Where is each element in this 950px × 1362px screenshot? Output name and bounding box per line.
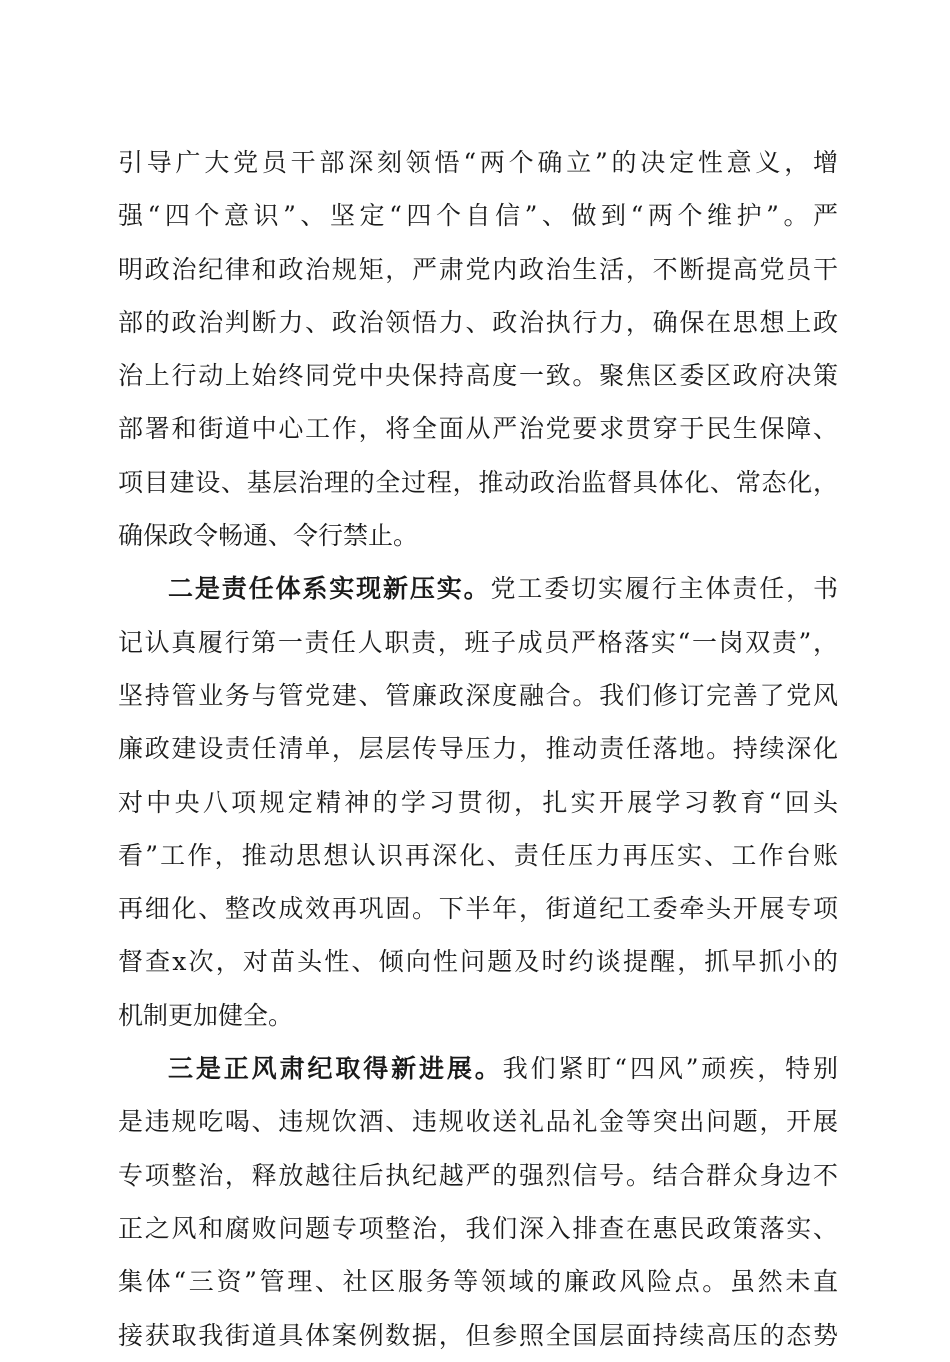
- text-line: 引导广大党员干部深刻领悟“两个确立”的决定性意义，增: [118, 148, 838, 177]
- text-line: 项目建设、基层治理的全过程，推动政治监督具体化、常态化，: [118, 467, 838, 497]
- paragraph-first-line: [118, 562, 838, 615]
- text-line: 专项整治，释放越往后执纪越严的强烈信号。结合群众身边不: [118, 1160, 838, 1190]
- text-line: 确保政令畅通、令行禁止。: [118, 521, 419, 551]
- document-page: [118, 136, 838, 1362]
- paragraph-first-line: [118, 1042, 838, 1095]
- text-line: 正之风和腐败问题专项整治，我们深入排查在惠民政策落实、: [118, 1213, 838, 1243]
- text-line: 对中央八项规定精神的学习贯彻，扎实开展学习教育“回头: [118, 787, 838, 817]
- text-line: 部的政治判断力、政治领悟力、政治执行力，确保在思想上政: [118, 307, 838, 337]
- paragraph-discipline-progress: [118, 1042, 838, 1362]
- text-line: 是违规吃喝、违规饮酒、违规收送礼品礼金等突出问题，开展: [118, 1107, 838, 1137]
- text-line: 强“四个意识”、坚定“四个自信”、做到“两个维护”。严: [118, 201, 838, 231]
- text-run: 党工委切实履行主体责任，书: [490, 574, 838, 604]
- paragraph-political-supervision: [118, 136, 838, 562]
- text-line: 治上行动上始终同党中央保持高度一致。聚焦区委区政府决策: [118, 361, 838, 391]
- text-line: 坚持管业务与管党建、管廉政深度融合。我们修订完善了党风: [118, 680, 838, 710]
- text-line: 督查x次，对苗头性、倾向性问题及时约谈提醒，抓早抓小的: [118, 947, 838, 977]
- text-line: 机制更加健全。: [118, 1000, 294, 1030]
- text-line: 集体“三资”管理、社区服务等领域的廉政风险点。虽然未直: [118, 1267, 838, 1297]
- paragraph-responsibility-system: [118, 562, 838, 1042]
- text-line: 接获取我街道具体案例数据，但参照全国层面持续高压的态势: [118, 1320, 838, 1350]
- text-line: 明政治纪律和政治规矩，严肃党内政治生活，不断提高党员干: [118, 254, 838, 284]
- text-line: 看”工作，推动思想认识再深化、责任压力再压实、工作台账: [118, 840, 838, 870]
- text-line: 廉政建设责任清单，层层传导压力，推动责任落地。持续深化: [118, 734, 838, 764]
- paragraph-heading: 二是责任体系实现新压实。: [168, 574, 491, 604]
- text-line: 记认真履行第一责任人职责，班子成员严格落实“一岗双责”，: [118, 627, 838, 657]
- text-line: 再细化、整改成效再巩固。下半年，街道纪工委牵头开展专项: [118, 894, 838, 924]
- text-line: 部署和街道中心工作，将全面从严治党要求贯穿于民生保障、: [118, 414, 838, 444]
- text-run: 我们紧盯“四风”顽疾，特别: [502, 1054, 838, 1084]
- paragraph-heading: 三是正风肃纪取得新进展。: [168, 1054, 503, 1084]
